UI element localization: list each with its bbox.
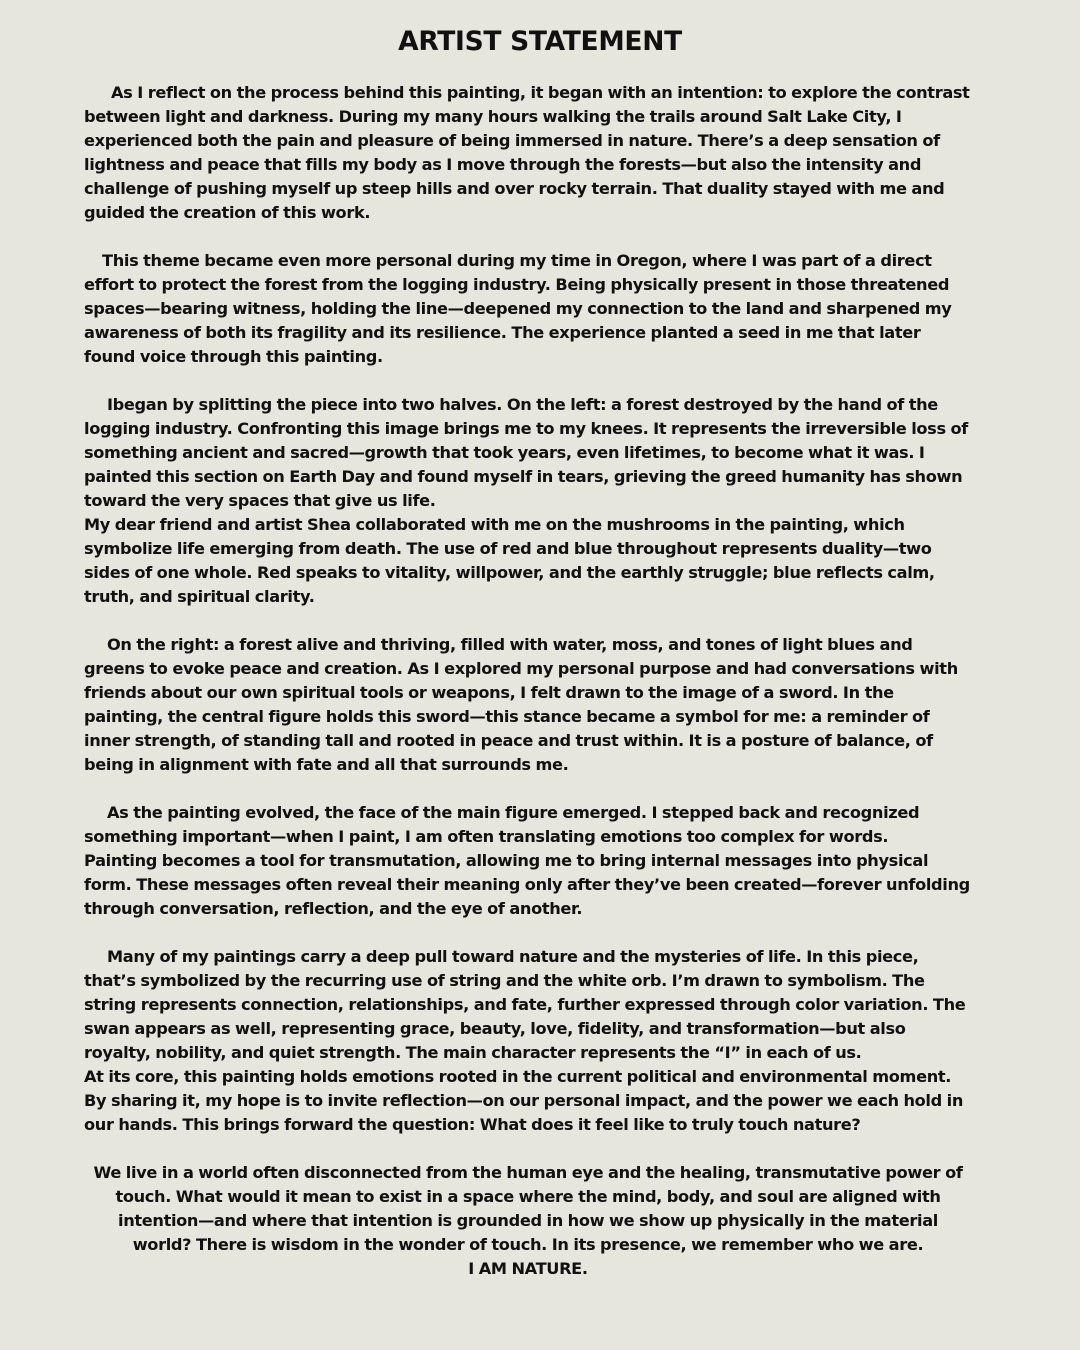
text-line: inner strength, of standing tall and rooted in peace and trust within. It is a posture of balance, of [84, 731, 933, 750]
paragraph-3 [84, 393, 984, 609]
paragraph-2 [84, 249, 984, 369]
text-line: something ancient and sacred—growth that took years, even lifetimes, to become what it was. I [84, 443, 925, 462]
text-line: world? There is wisdom in the wonder of touch. In its presence, we remember who we are. [132, 1235, 924, 1254]
closing-declaration: I AM NATURE. [468, 1259, 588, 1278]
paragraph-5 [84, 801, 984, 921]
text-line: intention—and where that intention is grounded in how we show up physically in the material [118, 1211, 938, 1230]
text-line: This theme became even more personal during my time in Oregon, where I was part of a direct [102, 251, 932, 270]
text-line: friends about our own spiritual tools or weapons, I felt drawn to the image of a sword. In the [84, 683, 894, 702]
text-line: As I reflect on the process behind this painting, it began with an intention: to explore the contrast [111, 83, 970, 102]
text-line: As the painting evolved, the face of the main figure emerged. I stepped back and recognized [107, 803, 920, 822]
text-line: At its core, this painting holds emotions rooted in the current political and environmental moment. [84, 1067, 952, 1086]
text-line: effort to protect the forest from the logging industry. Being physically present in those threatened [84, 275, 950, 294]
text-line: something important—when I paint, I am often translating emotions too complex for words. [84, 827, 889, 846]
text-line: Many of my paintings carry a deep pull toward nature and the mysteries of life. In this piece, [107, 947, 919, 966]
text-line: On the right: a forest alive and thriving, filled with water, moss, and tones of light blues and [107, 635, 913, 654]
text-line: painting, the central figure holds this sword—this stance became a symbol for me: a reminder of [84, 707, 930, 726]
text-line: our hands. This brings forward the question: What does it feel like to truly touch nature? [84, 1115, 861, 1134]
text-line: truth, and spiritual clarity. [84, 587, 315, 606]
text-line: My dear friend and artist Shea collaborated with me on the mushrooms in the painting, which [84, 515, 905, 534]
text-line: through conversation, reflection, and the eye of another. [84, 899, 583, 918]
text-line: toward the very spaces that give us life. [84, 491, 436, 510]
text-line: between light and darkness. During my many hours walking the trails around Salt Lake City, I [84, 107, 902, 126]
text-line: awareness of both its fragility and its resilience. The experience planted a seed in me that later [84, 323, 921, 342]
text-line: form. These messages often reveal their meaning only after they’ve been created—forever unfolding [84, 875, 970, 894]
text-line: greens to evoke peace and creation. As I explored my personal purpose and had conversations with [84, 659, 958, 678]
text-line: swan appears as well, representing grace, beauty, love, fidelity, and transformation—but also [84, 1019, 906, 1038]
statement-body [84, 81, 984, 1281]
text-line: spaces—bearing witness, holding the line—deepened my connection to the land and sharpened my [84, 299, 952, 318]
text-line: being in alignment with fate and all that surrounds me. [84, 755, 569, 774]
text-line: challenge of pushing myself up steep hills and over rocky terrain. That duality stayed with me and [84, 179, 945, 198]
text-line: that’s symbolized by the recurring use of string and the white orb. I’m drawn to symbolism. The [84, 971, 925, 990]
text-line: lightness and peace that fills my body as I move through the forests—but also the intensity and [84, 155, 922, 174]
text-line: Ibegan by splitting the piece into two halves. On the left: a forest destroyed by the hand of the [107, 395, 938, 414]
paragraph-1 [84, 81, 984, 225]
text-line: found voice through this painting. [84, 347, 383, 366]
text-line: sides of one whole. Red speaks to vitality, willpower, and the earthly struggle; blue reflects calm, [84, 563, 935, 582]
text-line: painted this section on Earth Day and found myself in tears, grieving the greed humanity has shown [84, 467, 963, 486]
page-title: ARTIST STATEMENT [398, 26, 682, 57]
text-line: string represents connection, relationships, and fate, further expressed through color variation. The [84, 995, 966, 1014]
text-line: logging industry. Confronting this image brings me to my knees. It represents the irreversible loss of [84, 419, 968, 438]
text-line: experienced both the pain and pleasure of being immersed in nature. There’s a deep sensation of [84, 131, 940, 150]
text-line: royalty, nobility, and quiet strength. The main character represents the “I” in each of us. [84, 1043, 862, 1062]
text-line: By sharing it, my hope is to invite reflection—on our personal impact, and the power we each hold in [84, 1091, 963, 1110]
text-line: We live in a world often disconnected from the human eye and the healing, transmutative power of [93, 1163, 963, 1182]
paragraph-6 [84, 945, 984, 1137]
text-line: Painting becomes a tool for transmutation, allowing me to bring internal messages into physical [84, 851, 929, 870]
closing-paragraph [72, 1161, 984, 1281]
text-line: guided the creation of this work. [84, 203, 371, 222]
paragraph-4 [84, 633, 984, 777]
text-line: symbolize life emerging from death. The use of red and blue throughout represents duality—two [84, 539, 932, 558]
text-line: touch. What would it mean to exist in a space where the mind, body, and soul are aligned with [115, 1187, 941, 1206]
